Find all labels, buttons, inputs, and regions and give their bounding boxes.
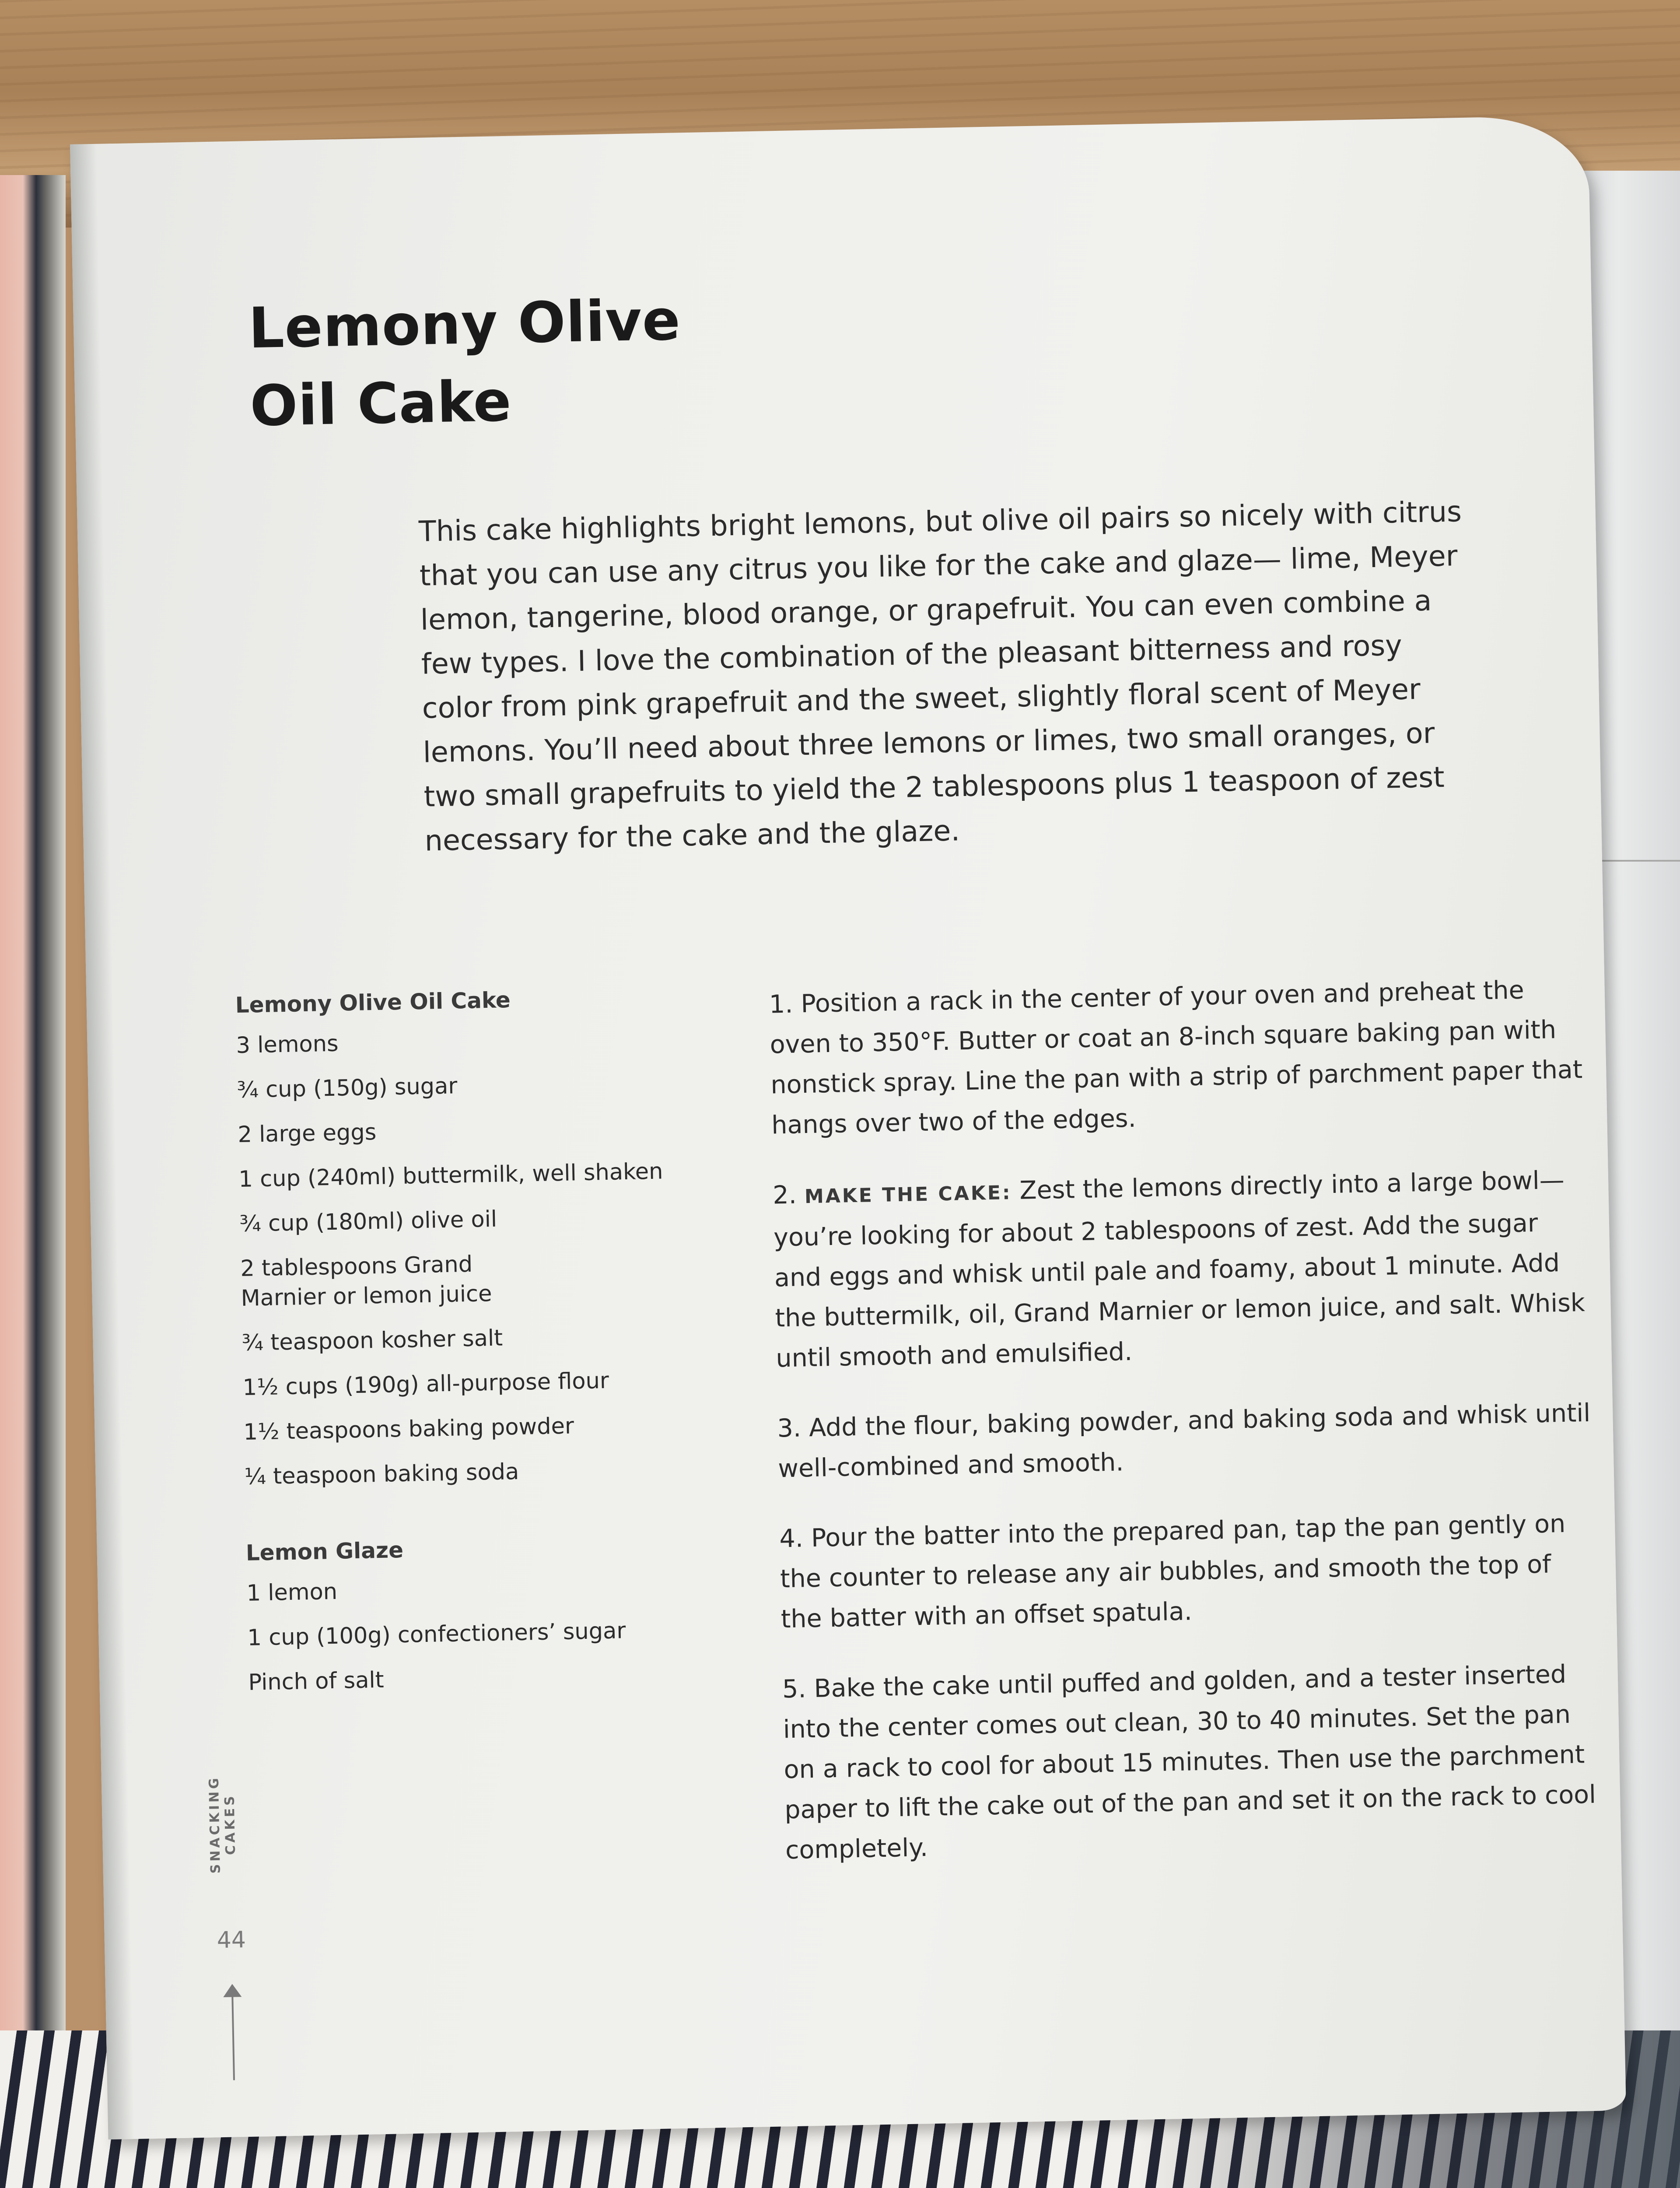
page-footer-marker <box>195 1738 267 2111</box>
step-text: Bake the cake until puffed and golden, and a tester inserted into the center comes out clean, 30 to 40 minutes. Set the pan on a rack to cool for about 15 minutes. Then use the parchment paper to lift the cake out of the pan and set it on the rack to cool completely. <box>783 1659 1596 1865</box>
method-step <box>769 969 1590 1146</box>
recipe-intro: This cake highlights bright lemons, but olive oil pairs so nicely with citrus that you can use any citrus you like for the cake and glaze— lime, Meyer lemon, tangerine, blood orange, or grapefruit. You can even combine a few types. I love the combination of the pleasant bitterness and rosy color from pink grapefruit and the sweet, slightly floral scent of Meyer lemons. You’ll need about three lemons or limes, two small oranges, or two small grapefruits to yield the 2 tablespoons plus 1 teaspoon of zest necessary for the cake and the glaze. <box>418 495 1462 858</box>
cake-ingredients-heading: Lemony Olive Oil Cake <box>235 987 511 1018</box>
step-number: 1. <box>769 989 794 1019</box>
step-text: Position a rack in the center of your oven and preheat the oven to 350°F. Butter or coat an 8-inch square baking pan with nonstick spray. Line the pan with a strip of parchment paper that hangs over two of the edges. <box>770 975 1583 1140</box>
method-column <box>769 969 1604 1900</box>
section-label: SNACKING CAKES <box>206 1775 239 1874</box>
ingredient-item: 1 cup (240ml) buttermilk, well shaken <box>238 1158 663 1193</box>
arrow-up-line <box>231 1988 235 2080</box>
method-step <box>777 1393 1596 1489</box>
step-number: 5. <box>782 1674 807 1704</box>
step-heading: MAKE THE CAKE: <box>804 1182 1012 1208</box>
page-number: 44 <box>217 1927 246 1954</box>
ingredient-item: 2 large eggs <box>237 1119 377 1148</box>
ingredient-item: 1 cup (100g) confectioners’ sugar <box>247 1618 626 1651</box>
ingredient-item: ¾ cup (180ml) olive oil <box>239 1206 497 1238</box>
ingredient-item: ¾ teaspoon kosher salt <box>242 1325 503 1356</box>
cake-ingredients-list <box>236 1021 752 1492</box>
page-gutter <box>70 144 135 2139</box>
method-step <box>779 1503 1600 1640</box>
step-number: 2. <box>772 1180 797 1210</box>
ingredient-item: ¼ teaspoon baking soda <box>244 1459 519 1490</box>
title-line-1: Lemony Olive <box>248 288 682 361</box>
ingredient-item: ¾ cup (150g) sugar <box>237 1073 458 1104</box>
book-page <box>70 115 1626 2139</box>
glaze-ingredients-heading: Lemon Glaze <box>245 1537 404 1566</box>
recipe-title <box>248 278 863 445</box>
glaze-ingredients-list <box>246 1569 756 1698</box>
step-number: 4. <box>779 1524 804 1553</box>
step-number: 3. <box>777 1413 802 1443</box>
step-text: Zest the lemons directly into a large bowl— you’re looking for about 2 tablespoons of zest. Add the sugar and eggs and whisk until pale and foamy, about 1 minute. Add the buttermilk, oil, Grand Marnier or lemon juice, and salt. Whisk until smooth and emulsified. <box>773 1165 1586 1373</box>
ingredient-item: 2 tablespoons Grand Marnier or lemon juice <box>240 1251 492 1311</box>
step-text: Pour the batter into the prepared pan, tap the pan gently on the counter to release any air bubbles, and smooth the top of the batter with an offset spatula. <box>780 1509 1566 1634</box>
ingredients-column <box>235 983 756 1713</box>
title-line-2: Oil Cake <box>249 368 512 439</box>
step-text: Add the flour, baking powder, and baking soda and whisk until well-combined and smooth. <box>777 1398 1591 1483</box>
ingredient-item: 1½ cups (190g) all-purpose flour <box>242 1368 609 1401</box>
ingredient-item: 1 lemon <box>246 1578 338 1606</box>
method-step <box>773 1160 1595 1379</box>
method-step <box>782 1654 1603 1871</box>
left-page-stack <box>0 175 66 2065</box>
ingredient-item: 1½ teaspoons baking powder <box>243 1413 574 1445</box>
ingredient-item: Pinch of salt <box>248 1667 385 1696</box>
ingredient-item: 3 lemons <box>236 1031 339 1059</box>
